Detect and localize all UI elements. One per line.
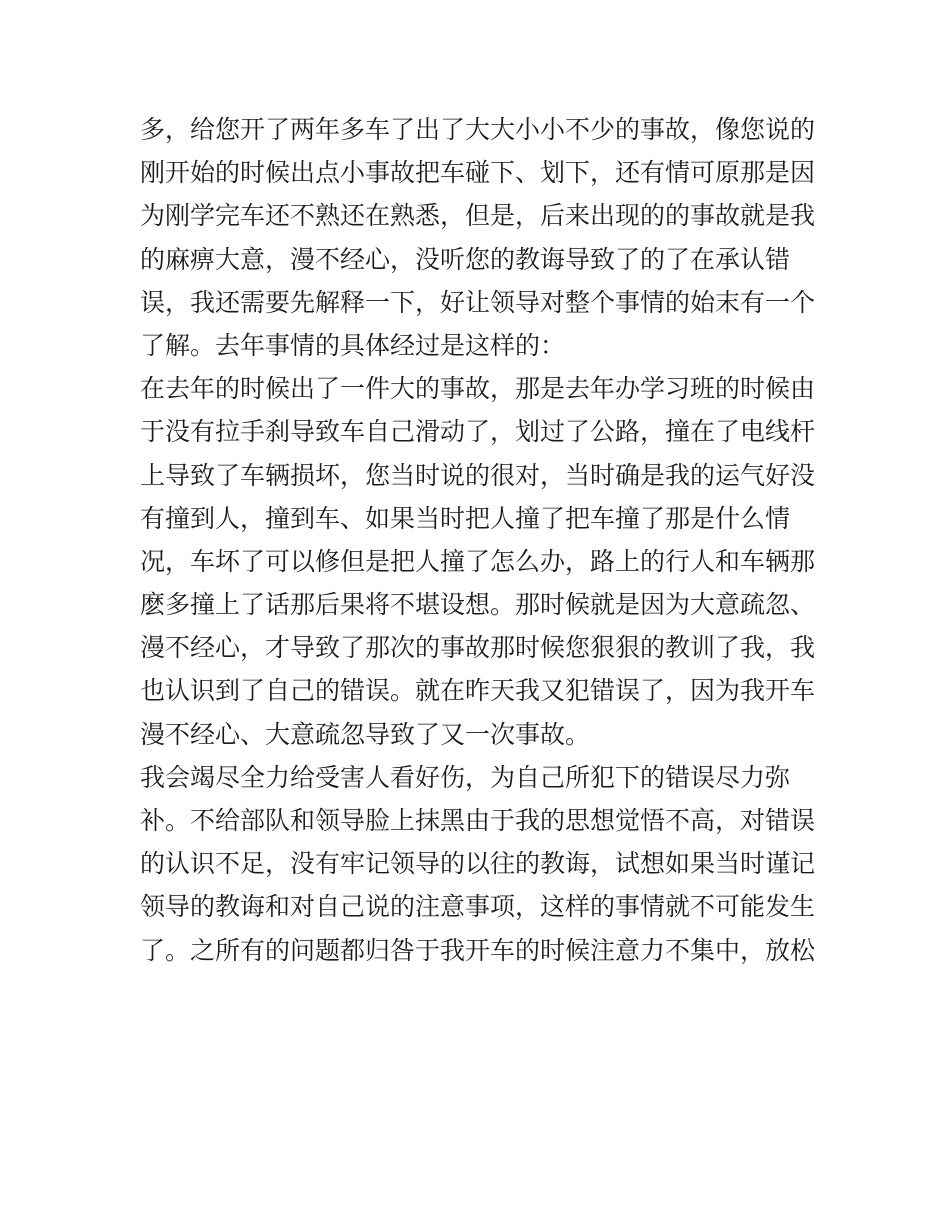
text-line: 的认识不足，没有牢记领导的以往的教诲，试想如果当时谨记 xyxy=(140,849,816,879)
text-line: 漫不经心，才导致了那次的事故那时候您狠狠的教训了我，我 xyxy=(140,633,816,663)
text-line: 刚开始的时候出点小事故把车碰下、划下，还有情可原那是因 xyxy=(140,158,816,188)
text-line: 的麻痹大意，漫不经心，没听您的教诲导致了的了在承认错 xyxy=(140,244,791,274)
text-line: 在去年的时候出了一件大的事故，那是去年办学习班的时候由 xyxy=(140,374,816,404)
text-line: 了。之所有的问题都归咎于我开车的时候注意力不集中，放松 xyxy=(140,935,816,965)
text-line: 漫不经心、大意疏忽导致了又一次事故。 xyxy=(140,719,591,749)
text-line: 补。不给部队和领导脸上抹黑由于我的思想觉悟不高，对错误 xyxy=(140,806,816,835)
text-line: 我会竭尽全力给受害人看好伤，为自己所犯下的错误尽力弥 xyxy=(140,762,791,792)
text-line: 了解。去年事情的具体经过是这样的： xyxy=(140,330,566,360)
text-line: 领导的教诲和对自己说的注意事项，这样的事情就不可能发生 xyxy=(140,892,816,922)
text-line: 为刚学完车还不熟还在熟悉，但是，后来出现的的事故就是我 xyxy=(140,201,816,231)
text-line: 上导致了车辆损坏，您当时说的很对，当时确是我的运气好没 xyxy=(140,460,816,490)
text-line: 麽多撞上了话那后果将不堪设想。那时候就是因为大意疏忽、 xyxy=(140,590,816,620)
text-line: 也认识到了自己的错误。就在昨天我又犯错误了，因为我开车 xyxy=(140,676,816,706)
text-line: 误，我还需要先解释一下，好让领导对整个事情的始末有一个 xyxy=(140,287,816,317)
text-line: 况，车坏了可以修但是把人撞了怎么办，路上的行人和车辆那 xyxy=(140,546,816,576)
body-text xyxy=(140,108,820,972)
text-line: 于没有拉手刹导致车自己滑动了，划过了公路，撞在了电线杆 xyxy=(140,417,816,447)
text-line: 多，给您开了两年多车了出了大大小小不少的事故，像您说的 xyxy=(140,115,816,144)
text-line: 有撞到人，撞到车、如果当时把人撞了把车撞了那是什么情 xyxy=(140,503,791,533)
